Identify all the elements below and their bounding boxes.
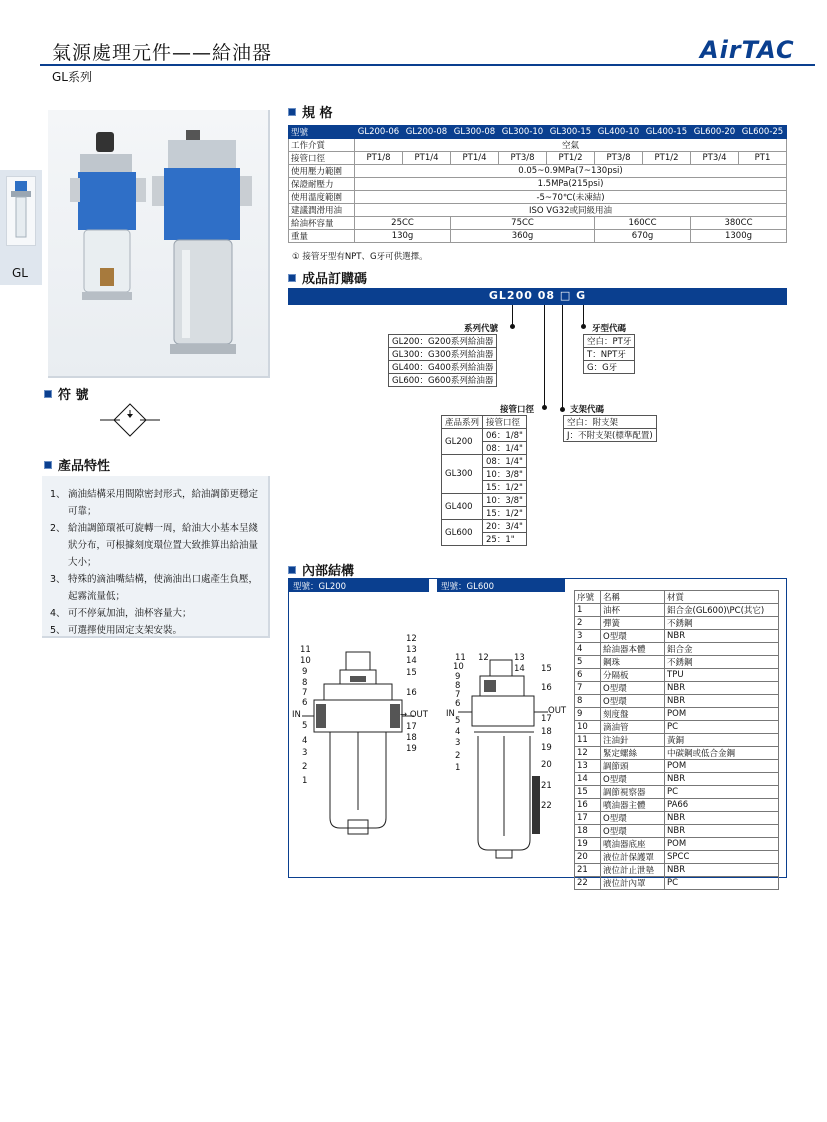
callout-22: 22 — [541, 801, 552, 811]
parts-table — [574, 590, 779, 890]
order-code: GL200 08 □ G — [488, 289, 587, 302]
callout-11: 11 — [300, 645, 311, 655]
callout-4: 4 — [455, 727, 461, 737]
callout-14: 14 — [514, 664, 525, 674]
lubricator-symbol — [100, 402, 160, 442]
table-row: 1 油杯 鋁合金(GL600)\PC(其它) — [575, 604, 779, 617]
page-subtitle: GL系列 — [52, 70, 92, 84]
callout-15: 15 — [406, 668, 417, 678]
callout-6: 6 — [455, 699, 461, 709]
connector-dot — [510, 324, 515, 329]
section-bullet-icon — [44, 461, 52, 469]
table-row: 接管口徑 PT1/8 PT1/4 PT1/4 PT3/8 PT1/2 PT3/8 PT1/2 PT3/4 PT1 — [289, 152, 787, 165]
callout-3: 3 — [455, 738, 461, 748]
table-row: 13 調節頭 POM — [575, 760, 779, 773]
callout-3: 3 — [302, 748, 308, 758]
list-item: 5、 可選擇使用固定支架安裝。 — [50, 625, 183, 636]
header-rule — [40, 64, 815, 66]
table-row: 重量 130g 360g 670g 1300g — [289, 230, 787, 243]
out-label-gl600: OUT — [548, 706, 567, 716]
list-item: 4、 可不停氣加油，油杯容量大； — [50, 608, 192, 619]
callout-9: 9 — [302, 667, 308, 677]
table-row: 使用壓力範圍 0.05~0.9MPa(7~130psi) — [289, 165, 787, 178]
table-row: 建議潤滑用油 ISO VG32或同級用油 — [289, 204, 787, 217]
side-tab-thumbnail — [6, 176, 36, 246]
callout-2: 2 — [455, 751, 461, 761]
structure-heading: 內部結構 — [288, 560, 354, 579]
callout-9: 9 — [455, 672, 461, 682]
connector-dot — [542, 405, 547, 410]
table-row: 7 O型環 NBR — [575, 682, 779, 695]
product-photo — [48, 110, 270, 378]
callout-1: 1 — [455, 763, 461, 773]
callout-21: 21 — [541, 781, 552, 791]
table-row: 6 分隔板 TPU — [575, 669, 779, 682]
callout-15: 15 — [541, 664, 552, 674]
list-item: 2、 給油調節環衹可旋轉一周，給油大小基本呈綫狀分布，可根據刻度環位置大致推算出給油量大小； — [50, 523, 259, 568]
callout-2: 2 — [302, 762, 308, 772]
callout-17: 17 — [406, 722, 417, 732]
callout-13: 13 — [406, 645, 417, 655]
list-item: 1、 滴油結構采用間隙密封形式，給油調節更穩定可靠； — [50, 489, 259, 517]
callout-8: 8 — [455, 681, 461, 691]
callout-4: 4 — [302, 736, 308, 746]
thread-label: 牙型代碼 — [592, 324, 627, 334]
table-row: 8 O型環 NBR — [575, 695, 779, 708]
table-row: 11 注油針 黃銅 — [575, 734, 779, 747]
table-row: 22 液位計內罩 PC — [575, 877, 779, 890]
callout-6: 6 — [302, 698, 308, 708]
callout-20: 20 — [541, 760, 552, 770]
callout-7: 7 — [455, 690, 461, 700]
model-tab-gl600: 型號：GL600 — [437, 579, 565, 592]
callout-5: 5 — [302, 721, 308, 731]
callout-14: 14 — [406, 656, 417, 666]
table-row: 14 O型環 NBR — [575, 773, 779, 786]
spec-heading: 規 格 — [288, 102, 333, 121]
table-row: 工作介質 空氣 — [289, 139, 787, 152]
model-tab-gl200: 型號：GL200 — [289, 579, 429, 592]
callout-8: 8 — [302, 678, 308, 688]
section-bullet-icon — [44, 390, 52, 398]
callout-18: 18 — [406, 733, 417, 743]
callout-17: 17 — [541, 714, 552, 724]
in-label-gl600: IN — [446, 709, 455, 719]
port-table: 產品系列 接管口徑 GL200 06：1/8" 08：1/4" GL300 08：1/4" 10：3/8" 15：1/2" GL400 10：3/8" 15：1/2" GL600 20：3/4" 25：1" — [441, 415, 527, 546]
callout-10: 10 — [300, 656, 311, 666]
section-bullet-icon — [288, 274, 296, 282]
symbol-heading: 符 號 — [44, 384, 89, 403]
series-table: GL200：G200系列給油器 GL300：G300系列給油器 GL400：G400系列給油器 GL600：G600系列給油器 — [388, 334, 497, 387]
spec-note: ① 接管牙型有NPT、G牙可供選擇。 — [292, 252, 428, 262]
callout-16: 16 — [406, 688, 417, 698]
callout-7: 7 — [302, 688, 308, 698]
table-row: 10 滴油管 PC — [575, 721, 779, 734]
table-row: 20 液位計保護罩 SPCC — [575, 851, 779, 864]
thread-table: 空白：PT牙 T：NPT牙 G：G牙 — [583, 334, 635, 374]
features-heading: 產品特性 — [44, 455, 110, 474]
table-row: 17 O型環 NBR — [575, 812, 779, 825]
table-row: 4 給油器本體 鋁合金 — [575, 643, 779, 656]
table-row: 9 刻度盤 POM — [575, 708, 779, 721]
table-row: 15 調節視察器 PC — [575, 786, 779, 799]
page-title: 氣源處理元件——給油器 — [52, 42, 273, 64]
table-row: 18 O型環 NBR — [575, 825, 779, 838]
connector-dot — [560, 407, 565, 412]
in-label: IN — [292, 710, 301, 720]
section-bullet-icon — [288, 566, 296, 574]
callout-19: 19 — [541, 743, 552, 753]
order-heading: 成品訂購碼 — [288, 268, 367, 287]
callout-16: 16 — [541, 683, 552, 693]
side-tab-label: GL — [12, 266, 28, 280]
table-row: 19 噴油器底座 POM — [575, 838, 779, 851]
bracket-table: 空白：附支架 J：不附支架(標準配置) — [563, 415, 657, 442]
table-row: 序號 名稱 材質 — [575, 591, 779, 604]
table-row: 16 噴油器主體 PA66 — [575, 799, 779, 812]
callout-13: 13 — [514, 653, 525, 663]
features-list — [42, 476, 270, 638]
table-row: 型號 GL200-06 GL200-08 GL300-08 GL300-10 GL300-15 GL400-10 GL400-15 GL600-20 GL600-25 — [289, 126, 787, 139]
table-row: 給油杯容量 25CC 75CC 160CC 380CC — [289, 217, 787, 230]
table-row: 21 液位計止泄墊 NBR — [575, 864, 779, 877]
table-row: 保證耐壓力 1.5MPa(215psi) — [289, 178, 787, 191]
port-label: 接管口徑 — [500, 405, 535, 415]
brand-logo: AirTAC — [700, 36, 795, 64]
table-row: 使用溫度範圍 -5~70℃(未凍結) — [289, 191, 787, 204]
table-row: 12 緊定螺絲 中碳鋼或低合金鋼 — [575, 747, 779, 760]
table-row: 3 O型環 NBR — [575, 630, 779, 643]
table-row: 5 鋼珠 不銹鋼 — [575, 656, 779, 669]
spec-table — [288, 125, 787, 243]
section-bullet-icon — [288, 108, 296, 116]
callout-11: 11 — [455, 653, 466, 663]
callout-19: 19 — [406, 744, 417, 754]
callout-10: 10 — [453, 662, 464, 672]
connector-dot — [581, 324, 586, 329]
bracket-label: 支架代碼 — [570, 405, 605, 415]
list-item: 3、 特殊的滴油嘴結構，使滴油出口處產生負壓，起霧流量低； — [50, 574, 259, 602]
out-label: → OUT — [400, 710, 428, 720]
callout-12: 12 — [406, 634, 417, 644]
table-row: 2 彈簧 不銹鋼 — [575, 617, 779, 630]
callout-1: 1 — [302, 776, 308, 786]
connector-line — [562, 305, 563, 409]
callout-18: 18 — [541, 727, 552, 737]
callout-5: 5 — [455, 716, 461, 726]
series-label: 系列代號 — [464, 324, 499, 334]
connector-line — [544, 305, 545, 407]
callout-12: 12 — [478, 653, 489, 663]
